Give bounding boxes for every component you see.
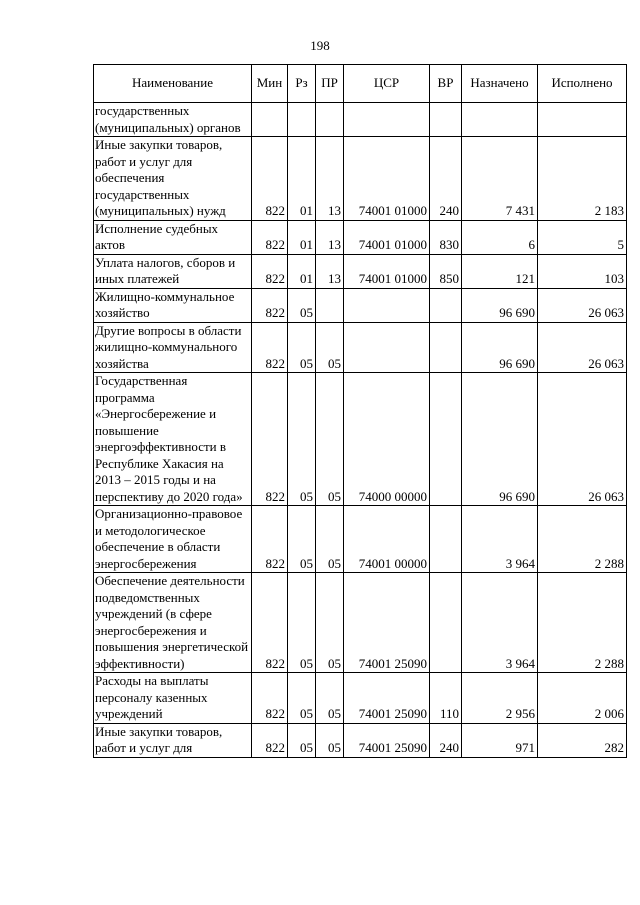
header-csr: ЦСР	[344, 65, 430, 103]
table-row	[94, 723, 627, 757]
cell-name: Другие вопросы в области жилищно-коммунального хозяйства	[94, 322, 252, 373]
cell-pr: 05	[316, 506, 344, 573]
cell-min: 822	[252, 723, 288, 757]
cell-min: 822	[252, 254, 288, 288]
cell-assigned	[462, 103, 538, 137]
cell-pr: 05	[316, 723, 344, 757]
cell-csr: 74001 25090	[344, 673, 430, 724]
cell-assigned: 96 690	[462, 288, 538, 322]
cell-min: 822	[252, 506, 288, 573]
table-row	[94, 137, 627, 221]
cell-name: Обеспечение деятельности подведомственных учреждений (в сфере энергосбережения и повышения энергетической эффективности)	[94, 573, 252, 673]
header-vr: ВР	[430, 65, 462, 103]
cell-csr: 74001 25090	[344, 723, 430, 757]
cell-done: 2 288	[538, 506, 627, 573]
cell-name: Иные закупки товаров, работ и услуг для обеспечения государственных (муниципальных) нужд	[94, 137, 252, 221]
cell-pr: 05	[316, 322, 344, 373]
cell-done: 26 063	[538, 288, 627, 322]
cell-pr: 13	[316, 220, 344, 254]
cell-min: 822	[252, 288, 288, 322]
cell-rz: 05	[288, 723, 316, 757]
cell-pr: 05	[316, 673, 344, 724]
cell-csr: 74001 01000	[344, 137, 430, 221]
cell-rz: 05	[288, 373, 316, 506]
cell-rz: 01	[288, 220, 316, 254]
cell-name: государственных (муниципальных) органов	[94, 103, 252, 137]
cell-name: Организационно-правовое и методологическое обеспечение в области энергосбережения	[94, 506, 252, 573]
cell-name: Жилищно-коммунальное хозяйство	[94, 288, 252, 322]
cell-pr	[316, 288, 344, 322]
cell-csr: 74000 00000	[344, 373, 430, 506]
cell-assigned: 7 431	[462, 137, 538, 221]
cell-vr	[430, 573, 462, 673]
cell-name: Уплата налогов, сборов и иных платежей	[94, 254, 252, 288]
cell-assigned: 971	[462, 723, 538, 757]
table-row	[94, 288, 627, 322]
cell-min: 822	[252, 673, 288, 724]
cell-rz: 01	[288, 254, 316, 288]
cell-vr	[430, 373, 462, 506]
table-header-row	[94, 65, 627, 103]
table-row	[94, 322, 627, 373]
cell-vr: 110	[430, 673, 462, 724]
cell-done	[538, 103, 627, 137]
cell-min: 822	[252, 220, 288, 254]
cell-done: 2 288	[538, 573, 627, 673]
cell-rz: 05	[288, 506, 316, 573]
cell-done: 282	[538, 723, 627, 757]
table-row	[94, 103, 627, 137]
cell-csr	[344, 103, 430, 137]
cell-pr: 13	[316, 137, 344, 221]
table-row	[94, 673, 627, 724]
header-done: Исполнено	[538, 65, 627, 103]
cell-csr: 74001 01000	[344, 254, 430, 288]
cell-vr: 240	[430, 137, 462, 221]
cell-assigned: 3 964	[462, 573, 538, 673]
cell-done: 2 006	[538, 673, 627, 724]
cell-vr	[430, 103, 462, 137]
cell-csr: 74001 25090	[344, 573, 430, 673]
cell-assigned: 96 690	[462, 373, 538, 506]
cell-vr	[430, 322, 462, 373]
header-rz: Рз	[288, 65, 316, 103]
cell-done: 103	[538, 254, 627, 288]
cell-pr	[316, 103, 344, 137]
cell-name: Государственная программа «Энергосбережение и повышение энергоэффективности в Республике Хакасия на 2013 – 2015 годы и на перспективу до 2020 года»	[94, 373, 252, 506]
cell-assigned: 121	[462, 254, 538, 288]
cell-csr	[344, 288, 430, 322]
table-row	[94, 373, 627, 506]
table-row	[94, 506, 627, 573]
cell-done: 2 183	[538, 137, 627, 221]
table-row	[94, 573, 627, 673]
cell-min: 822	[252, 373, 288, 506]
cell-done: 26 063	[538, 373, 627, 506]
cell-rz	[288, 103, 316, 137]
cell-vr: 240	[430, 723, 462, 757]
cell-rz: 05	[288, 573, 316, 673]
cell-vr: 830	[430, 220, 462, 254]
cell-csr: 74001 01000	[344, 220, 430, 254]
cell-pr: 13	[316, 254, 344, 288]
cell-min: 822	[252, 322, 288, 373]
budget-table	[93, 64, 627, 758]
cell-csr: 74001 00000	[344, 506, 430, 573]
cell-rz: 05	[288, 322, 316, 373]
header-pr: ПР	[316, 65, 344, 103]
cell-min	[252, 103, 288, 137]
cell-assigned: 96 690	[462, 322, 538, 373]
cell-rz: 05	[288, 673, 316, 724]
cell-done: 26 063	[538, 322, 627, 373]
header-min: Мин	[252, 65, 288, 103]
header-assigned: Назначено	[462, 65, 538, 103]
cell-min: 822	[252, 573, 288, 673]
cell-csr	[344, 322, 430, 373]
table-row	[94, 220, 627, 254]
cell-vr: 850	[430, 254, 462, 288]
cell-done: 5	[538, 220, 627, 254]
cell-name: Иные закупки товаров, работ и услуг для	[94, 723, 252, 757]
cell-pr: 05	[316, 373, 344, 506]
table-row	[94, 254, 627, 288]
header-name: Наименование	[94, 65, 252, 103]
cell-pr: 05	[316, 573, 344, 673]
cell-vr	[430, 288, 462, 322]
cell-assigned: 6	[462, 220, 538, 254]
page-number: 198	[310, 38, 330, 53]
cell-name: Исполнение судебных актов	[94, 220, 252, 254]
table-body	[94, 103, 627, 758]
cell-assigned: 3 964	[462, 506, 538, 573]
cell-vr	[430, 506, 462, 573]
cell-rz: 01	[288, 137, 316, 221]
cell-name: Расходы на выплаты персоналу казенных учреждений	[94, 673, 252, 724]
cell-assigned: 2 956	[462, 673, 538, 724]
cell-rz: 05	[288, 288, 316, 322]
cell-min: 822	[252, 137, 288, 221]
